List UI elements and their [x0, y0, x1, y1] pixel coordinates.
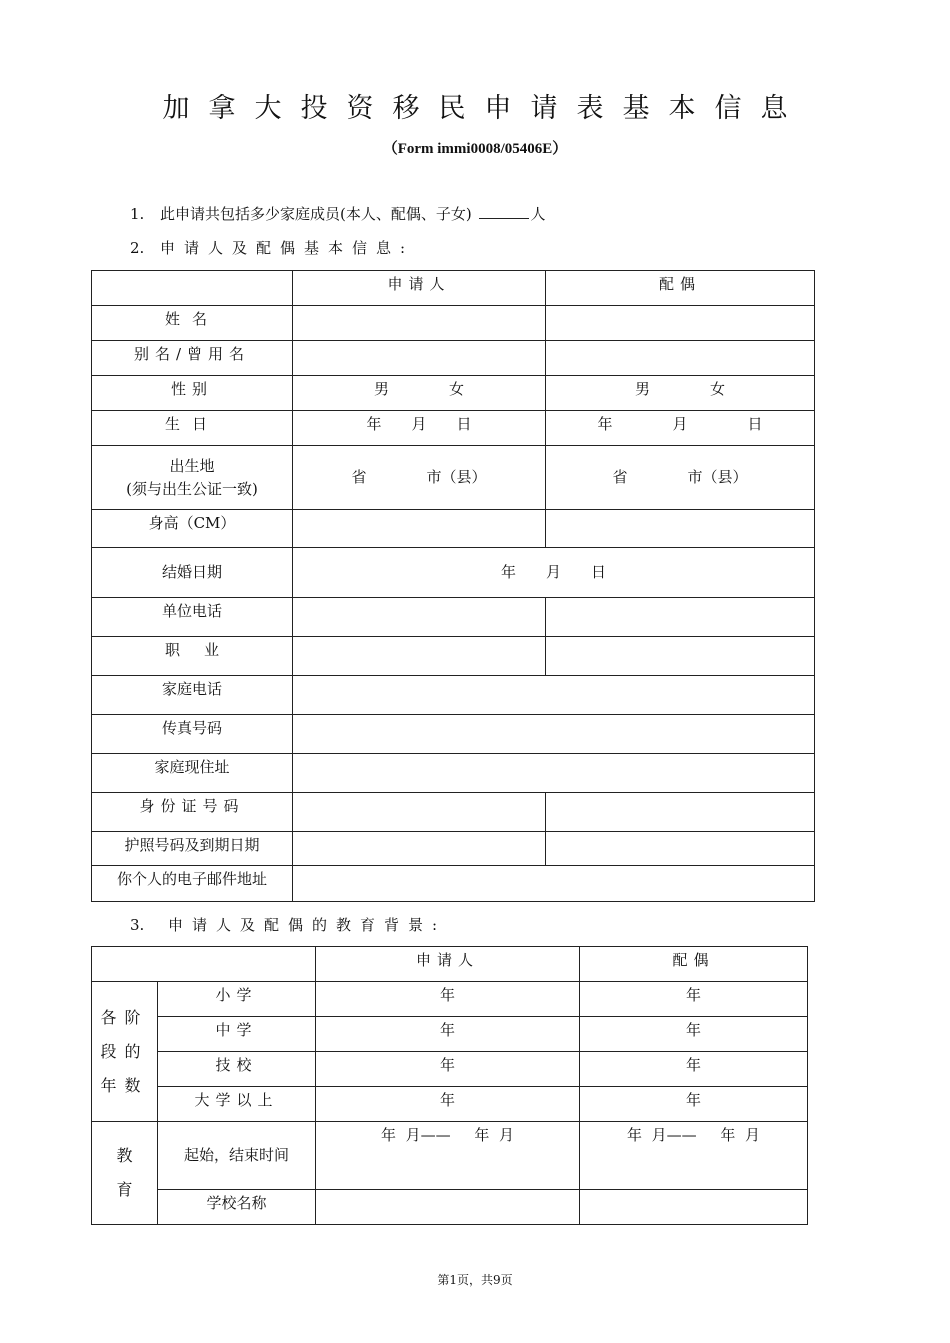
applicant-school-field[interactable] — [316, 1190, 580, 1225]
school-name-label: 学校名称 — [158, 1190, 316, 1225]
page-footer: 第1页，共9页 — [437, 1273, 513, 1287]
row-label-id-number: 身份证号码 — [92, 793, 293, 832]
spouse-primary-years[interactable]: 年 — [580, 982, 808, 1017]
stage-years-label: 各阶段的年数 — [92, 982, 158, 1122]
spouse-height-field[interactable] — [546, 510, 815, 548]
stage-university: 大学以上 — [158, 1087, 316, 1122]
spouse-alias-field[interactable] — [546, 341, 815, 376]
applicant-passport-field[interactable] — [293, 832, 546, 866]
applicant-primary-years[interactable]: 年 — [316, 982, 580, 1017]
spouse-university-years[interactable]: 年 — [580, 1087, 808, 1122]
row-label-fax: 传真号码 — [92, 715, 293, 754]
spouse-passport-field[interactable] — [546, 832, 815, 866]
row-label-occupation: 职业 — [92, 637, 293, 676]
fax-field[interactable] — [293, 715, 815, 754]
form-code: （Form immi0008/05406E） — [382, 141, 568, 157]
row-label-marriage-date: 结婚日期 — [92, 548, 293, 598]
row-label-home-phone: 家庭电话 — [92, 676, 293, 715]
spouse-work-phone-field[interactable] — [546, 598, 815, 637]
applicant-alias-field[interactable] — [293, 341, 546, 376]
spouse-gender-field[interactable]: 男 女 — [546, 376, 815, 411]
row-label-name: 姓名 — [92, 306, 293, 341]
question-3: 3. 申请人及配偶的教育背景: — [130, 916, 447, 934]
row-label-height: 身高（CM） — [92, 510, 293, 548]
education-table — [91, 946, 808, 1225]
spouse-id-field[interactable] — [546, 793, 815, 832]
education-label: 教 育 — [92, 1122, 158, 1225]
start-end-label: 起始，结束时间 — [158, 1122, 316, 1190]
applicant-middle-years[interactable]: 年 — [316, 1017, 580, 1052]
applicant-technical-years[interactable]: 年 — [316, 1052, 580, 1087]
spouse-middle-years[interactable]: 年 — [580, 1017, 808, 1052]
col-spouse: 配偶 — [546, 271, 815, 306]
spouse-birthday-field[interactable]: 年 月 日 — [546, 411, 815, 446]
row-label-home-address: 家庭现住址 — [92, 754, 293, 793]
spouse-occupation-field[interactable] — [546, 637, 815, 676]
applicant-birthplace-field[interactable]: 省 市（县） — [293, 446, 546, 510]
member-count-blank[interactable] — [479, 204, 529, 219]
row-label-passport: 护照号码及到期日期 — [92, 832, 293, 866]
stage-technical: 技校 — [158, 1052, 316, 1087]
row-label-birthplace: 出生地 (须与出生公证一致) — [92, 446, 293, 510]
spouse-school-field[interactable] — [580, 1190, 808, 1225]
question-2: 2. 申请人及配偶基本信息: — [130, 239, 415, 257]
spouse-name-field[interactable] — [546, 306, 815, 341]
applicant-birthday-field[interactable]: 年 月 日 — [293, 411, 546, 446]
applicant-gender-field[interactable]: 男 女 — [293, 376, 546, 411]
basic-info-table — [91, 270, 815, 902]
spouse-technical-years[interactable]: 年 — [580, 1052, 808, 1087]
applicant-period-field[interactable]: 年 月—— 年 月 — [316, 1122, 580, 1190]
row-label-alias: 别名/曾用名 — [92, 341, 293, 376]
row-label-gender: 性别 — [92, 376, 293, 411]
edu-col-spouse: 配偶 — [580, 947, 808, 982]
row-label-birthday: 生日 — [92, 411, 293, 446]
applicant-name-field[interactable] — [293, 306, 546, 341]
row-label-work-phone: 单位电话 — [92, 598, 293, 637]
applicant-work-phone-field[interactable] — [293, 598, 546, 637]
applicant-height-field[interactable] — [293, 510, 546, 548]
edu-col-applicant: 申请人 — [316, 947, 580, 982]
applicant-id-field[interactable] — [293, 793, 546, 832]
row-label-email: 你个人的电子邮件地址 — [92, 866, 293, 902]
home-address-field[interactable] — [293, 754, 815, 793]
spouse-period-field[interactable]: 年 月—— 年 月 — [580, 1122, 808, 1190]
col-applicant: 申请人 — [293, 271, 546, 306]
email-field[interactable] — [293, 866, 815, 902]
applicant-occupation-field[interactable] — [293, 637, 546, 676]
marriage-date-field[interactable]: 年 月 日 — [293, 548, 815, 598]
page-title: 加拿大投资移民申请表基本信息 — [162, 93, 807, 124]
home-phone-field[interactable] — [293, 676, 815, 715]
stage-middle: 中学 — [158, 1017, 316, 1052]
stage-primary: 小学 — [158, 982, 316, 1017]
question-1: 1. 此申请共包括多少家庭成员(本人、配偶、子女) 人 — [130, 205, 546, 223]
applicant-university-years[interactable]: 年 — [316, 1087, 580, 1122]
spouse-birthplace-field[interactable]: 省 市（县） — [546, 446, 815, 510]
